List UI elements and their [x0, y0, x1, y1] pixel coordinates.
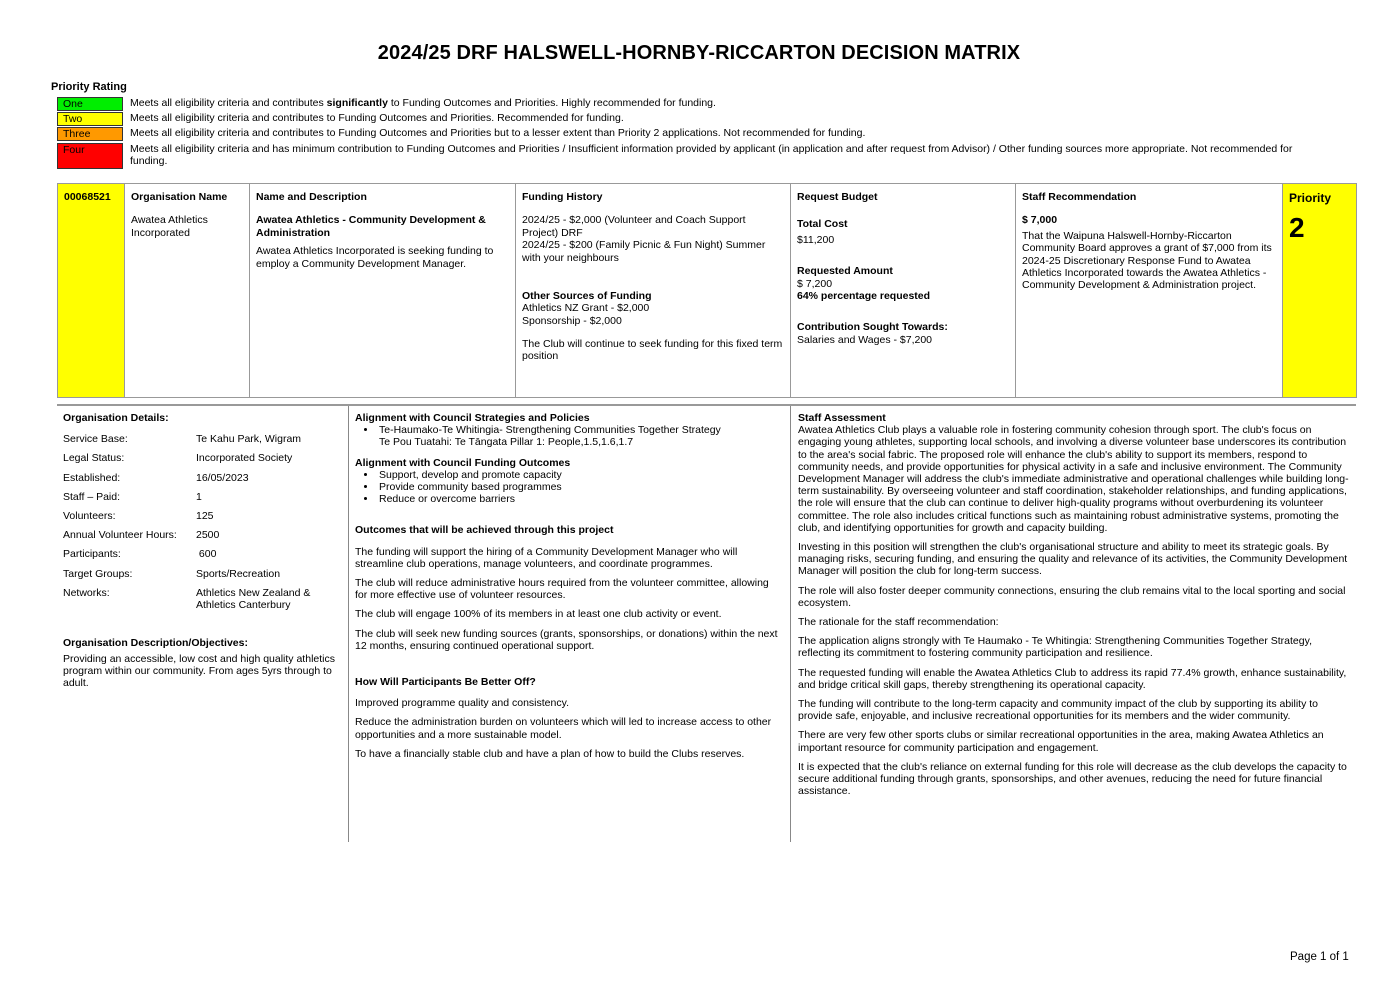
detail-row: [63, 472, 341, 491]
priority-four-chip: Four: [57, 143, 123, 169]
assessment-paragraph: The application aligns strongly with Te Haumako - Te Whitingia: Strengthening Communities Together Strategy, reflecting its commitment to fostering community participation and resilience.: [798, 635, 1312, 660]
project-outcomes-heading: Outcomes that will be achieved through this project: [355, 524, 614, 537]
better-off-item: To have a financially stable club and have a plan of how to build the Clubs reserves.: [355, 747, 745, 760]
staff-recommendation-header: Staff Recommendation: [1022, 191, 1137, 203]
project-outcome: The funding will support the hiring of a Community Development Manager who will streamline club operations, manage volunteers, and coordinate programmes.: [355, 545, 738, 570]
funding-outcomes-heading: Alignment with Council Funding Outcomes: [355, 456, 571, 469]
project-outcome: The club will seek new funding sources (grants, sponsorships, or donations) within the next 12 months, ensuring continued operational support.: [355, 627, 778, 652]
detail-label: Networks:: [63, 586, 110, 599]
priority-two-description: Meets all eligibility criteria and contributes to Funding Outcomes and Priorities. Recommended for funding.: [130, 112, 624, 124]
detail-value: 2500: [196, 529, 220, 542]
priority-rating-heading: Priority Rating: [51, 81, 127, 93]
funding-outcome-item: • Reduce or overcome barriers: [377, 493, 783, 505]
detail-row: [63, 491, 341, 510]
priority-one-description: Meets all eligibility criteria and contributes significantly to Funding Outcomes and Priorities. Highly recommended for funding.: [130, 97, 716, 109]
organisation-name-cell: [125, 184, 250, 398]
request-budget-header: Request Budget: [797, 191, 878, 203]
other-funding-header: Other Sources of Funding: [522, 289, 652, 302]
staff-recommendation-text: That the Waipuna Halswell-Hornby-Riccarton Community Board approves a grant of $7,000 from its 2024-25 Discretionary Response Fund to Awatea Athletics Incorporated towards the Awatea Athletics - Community Development & Administration project.: [1022, 229, 1272, 292]
assessment-paragraph: The funding will contribute to the long-term capacity and community impact of the club by supporting its ability to provide safe, enjoyable, and inclusive recreational opportunities for its members and the wider community.: [798, 698, 1319, 723]
priority-three-description: Meets all eligibility criteria and contributes to Funding Outcomes and Priorities but to a lesser extent than Priority 2 applications. Not recommended for funding.: [130, 127, 866, 139]
detail-row: [63, 510, 341, 529]
priority-three-chip: Three: [57, 127, 123, 141]
detail-row: [63, 568, 341, 587]
strategies-list: [355, 424, 783, 448]
detail-row: [63, 433, 341, 452]
name-description-header: Name and Description: [256, 191, 367, 203]
detail-value: Athletics New Zealand & Athletics Canterbury: [196, 586, 311, 611]
priority-four-description: Meets all eligibility criteria and has minimum contribution to Funding Outcomes and Priorities / Insufficient information provided by applicant (in application and after request from Advisor) / Other funding sources more appropriate. Not recommended for funding.: [130, 143, 1293, 167]
detail-value: 16/05/2023: [196, 471, 249, 484]
strategy-item: • Te-Haumako-Te Whitingia- Strengthening Communities Together Strategy Te Pou Tuatahi: Te Tāngata Pillar 1: People,1.5,1.6,1.7: [377, 424, 783, 448]
assessment-paragraph: There are very few other sports clubs or similar recreational opportunities in the area, making Awatea Athletics an important resource for community participation and engagement.: [798, 729, 1324, 754]
organisation-description: Providing an accessible, low cost and high quality athletics program within our community. From ages 5yrs through to adult.: [63, 652, 335, 690]
detail-value: 1: [196, 490, 202, 503]
priority-value: 2: [1289, 212, 1305, 244]
assessment-paragraph: It is expected that the club's reliance on external funding for this role will decrease as the club develops the capacity to secure additional funding through grants, sponsorships, and other avenues, reducing the need for future financial assistance.: [798, 760, 1347, 798]
detail-label: Annual Volunteer Hours:: [63, 529, 177, 542]
funding-history-item: 2024/25 - $200 (Family Picnic & Fun Night) Summer with your neighbours: [522, 239, 766, 264]
organisation-description-heading: Organisation Description/Objectives:: [63, 636, 248, 649]
detail-label: Staff – Paid:: [63, 490, 121, 503]
document-title: 2024/25 DRF HALSWELL-HORNBY-RICCARTON DECISION MATRIX: [377, 42, 1021, 64]
detail-value: Sports/Recreation: [196, 567, 281, 580]
organisation-name-header: Organisation Name: [131, 191, 228, 203]
priority-cell: [1283, 184, 1357, 398]
organisation-details-heading: Organisation Details:: [63, 412, 169, 424]
detail-value: 125: [196, 509, 214, 522]
staff-assessment-panel: [798, 412, 1350, 804]
priority-label: Priority: [1289, 191, 1332, 205]
detail-row: [63, 452, 341, 471]
requested-percentage: 64% percentage requested: [797, 289, 931, 302]
page-number: Page 1 of 1: [1290, 951, 1349, 963]
column-divider: [790, 406, 791, 842]
staff-recommended-amount: $ 7,000: [1022, 214, 1058, 227]
other-funding-item: Sponsorship - $2,000: [522, 314, 622, 327]
alignment-panel: [355, 412, 783, 767]
assessment-paragraph: The rationale for the staff recommendation:: [798, 616, 999, 629]
funding-outcomes-list: [355, 469, 783, 506]
detail-label: Volunteers:: [63, 509, 116, 522]
assessment-paragraph: Investing in this position will strengthen the club's organisational structure and ability to meet its strategic goals. By managing risks, securing funding, and ensuring the quality and relevance of its activities, the Community Development Manager will position the club for long-term success.: [798, 541, 1348, 578]
column-divider: [348, 406, 349, 842]
section-divider: [57, 404, 1356, 406]
total-cost-label: Total Cost: [797, 218, 848, 231]
organisation-details-panel: [63, 412, 341, 690]
detail-label: Target Groups:: [63, 567, 133, 580]
decision-matrix-table: [57, 183, 1357, 398]
staff-recommendation-cell: [1016, 184, 1283, 398]
other-funding-note: The Club will continue to seek funding for this fixed term position: [522, 338, 783, 363]
priority-two-chip: Two: [57, 112, 123, 126]
application-id: 00068521: [64, 191, 111, 203]
better-off-item: Reduce the administration burden on volunteers which will led to increase access to other opportunities and a more sustainable model.: [355, 716, 772, 741]
project-description-cell: [250, 184, 516, 398]
total-cost-value: $11,200: [797, 233, 835, 246]
contribution-sought-value: Salaries and Wages - $7,200: [797, 333, 933, 346]
other-funding-item: Athletics NZ Grant - $2,000: [522, 302, 650, 315]
requested-amount-label: Requested Amount: [797, 265, 893, 278]
project-outcome: The club will engage 100% of its members in at least one club activity or event.: [355, 608, 722, 621]
funding-outcome-item: • Support, develop and promote capacity: [377, 469, 783, 481]
better-off-item: Improved programme quality and consistency.: [355, 697, 569, 710]
detail-value: Incorporated Society: [196, 452, 293, 465]
request-budget-cell: [791, 184, 1016, 398]
detail-row: [63, 548, 341, 567]
detail-label: Service Base:: [63, 433, 128, 446]
detail-value: 600: [196, 548, 217, 561]
funding-history-item: 2024/25 - $2,000 (Volunteer and Coach Support Project) DRF: [522, 214, 746, 239]
strategies-heading: Alignment with Council Strategies and Policies: [355, 412, 590, 424]
detail-row: [63, 529, 341, 548]
assessment-paragraph: The requested funding will enable the Awatea Athletics Club to address its rapid 77.4% growth, enhance sustainability, and bridge critical skill gaps, thereby strengthening its operational capacity.: [798, 666, 1347, 691]
funding-outcome-item: • Provide community based programmes: [377, 481, 783, 493]
priority-one-chip: One: [57, 97, 123, 111]
detail-value: Te Kahu Park, Wigram: [196, 433, 302, 446]
project-description: Awatea Athletics Incorporated is seeking funding to employ a Community Development Manager.: [256, 245, 494, 270]
contribution-sought-label: Contribution Sought Towards:: [797, 321, 948, 334]
funding-history-header: Funding History: [522, 191, 603, 203]
assessment-paragraph: Awatea Athletics Club plays a valuable role in fostering community cohesion through sport. The club's focus on engaging young athletes, supporting local schools, and involving a diverse volunteer base underscores its contribution to the area's social fabric. The proposed role will enhance the club's ability to support its members, respond to community needs, and provide opportunities for physical activity in a safe and inclusive environment. The Community Development Manager will address the club's immediate administrative and operational challenges while building long-term sustainability. By overseeing volunteer and staff coordination, stakeholder relationships, and funding applications, the role will ensure that the club can continue to deliver high-quality programs without overburdening its volunteer committee. The role also includes critical functions such as maintaining robust administrative systems, promoting the club, and identifying opportunities for growth and capacity building.: [798, 424, 1349, 534]
organisation-name: Awatea Athletics Incorporated: [131, 214, 208, 239]
strategy-subitem: Te Pou Tuatahi: Te Tāngata Pillar 1: People,1.5,1.6,1.7: [379, 436, 634, 449]
requested-amount-value: $ 7,200: [797, 277, 833, 290]
funding-history-cell: [516, 184, 791, 398]
project-name: Awatea Athletics - Community Development & Administration: [256, 214, 486, 239]
staff-assessment-heading: Staff Assessment: [798, 412, 886, 424]
detail-label: Established:: [63, 471, 121, 484]
detail-label: Participants:: [63, 548, 121, 561]
assessment-paragraph: The role will also foster deeper community connections, ensuring the club remains vital to the local sporting and social ecosystem.: [798, 584, 1346, 609]
application-id-cell: [58, 184, 125, 398]
project-outcome: The club will reduce administrative hours required from the volunteer committee, allowing for more effective use of volunteer resources.: [355, 577, 769, 602]
detail-row: [63, 587, 341, 637]
detail-label: Legal Status:: [63, 452, 125, 465]
participants-better-off-heading: How Will Participants Be Better Off?: [355, 676, 536, 689]
